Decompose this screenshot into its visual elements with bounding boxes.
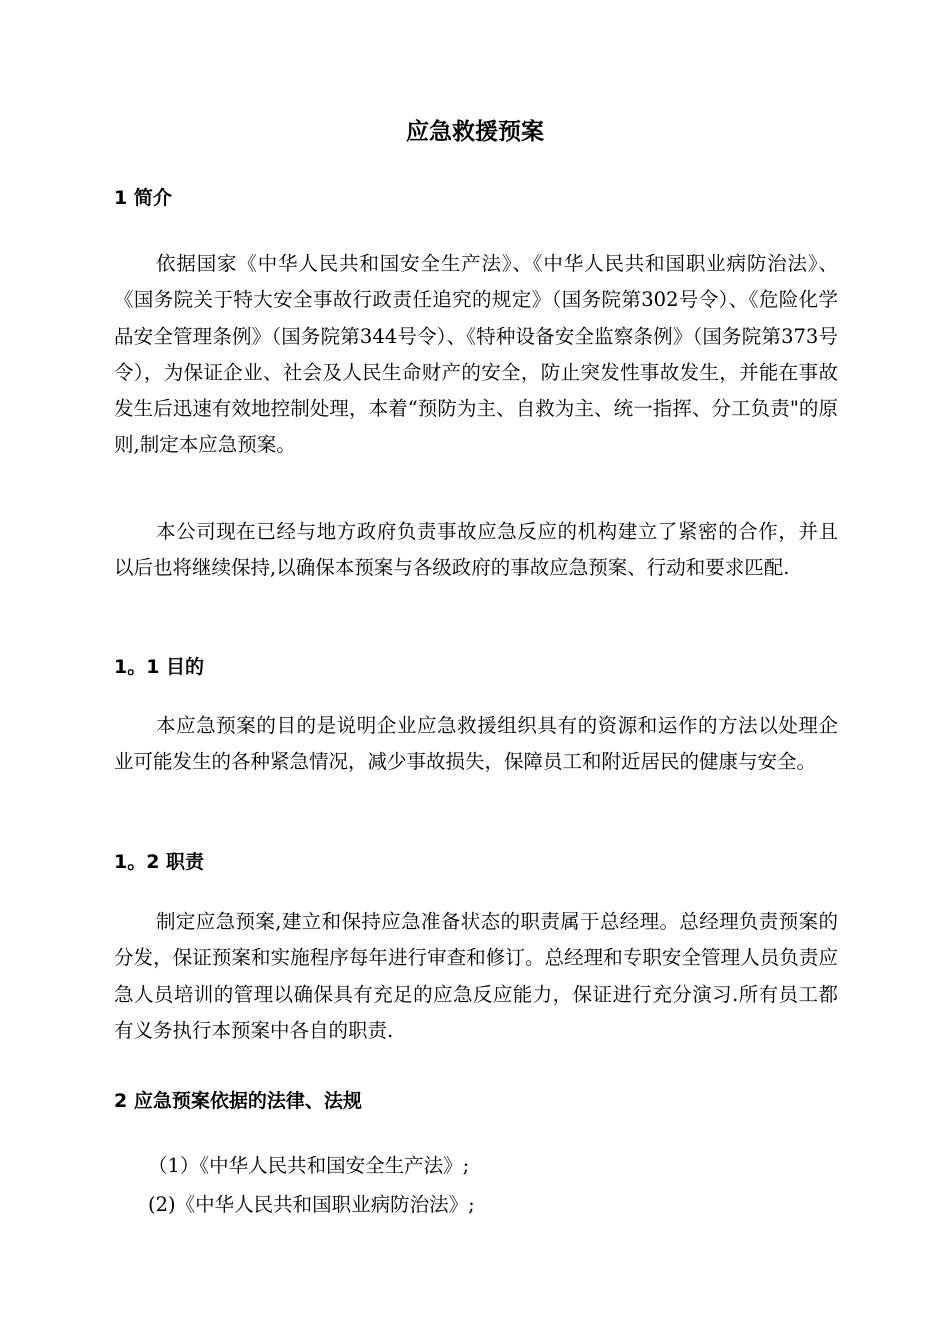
intro-paragraph-2: 本公司现在已经与地方政府负责事故应急反应的机构建立了紧密的合作，并且以后也将继续保持,以确保本预案与各级政府的事故应急预案、行动和要求匹配. (114, 520, 838, 580)
section-heading-purpose: 1。1 目的 (114, 656, 205, 678)
intro-paragraph-1: 依据国家《中华人民共和国安全生产法》、《中华人民共和国职业病防治法》、《国务院关于特大安全事故行政责任追究的规定》（国务院第302号令）、《危险化学品安全管理条例》（国务院第344号令）、《特种设备安全监察条例》（国务院第373号令），为保证企业、社会及人民生命财产的安全，防止突发性事故发生，并能在事故发生后迅速有效地控制处理，本着“预防为主、自救为主、统一指挥、分工负责"的原则,制定本应急预案。 (114, 252, 838, 457)
duties-paragraph: 制定应急预案,建立和保持应急准备状态的职责属于总经理。总经理负责预案的分发，保证预案和实施程序每年进行审查和修订。总经理和专职安全管理人员负责应急人员培训的管理以确保具有充足的应急反应能力，保证进行充分演习.所有员工都有义务执行本预案中各自的职责. (114, 910, 838, 1042)
section-heading-duties: 1。2 职责 (114, 851, 205, 873)
section-heading-laws: 2 应急预案依据的法律、法规 (114, 1090, 362, 1112)
purpose-paragraph: 本应急预案的目的是说明企业应急救援组织具有的资源和运作的方法以处理企业可能发生的各种紧急情况，减少事故损失，保障员工和附近居民的健康与安全。 (114, 714, 838, 774)
section-heading-intro: 1 简介 (114, 187, 172, 209)
law-list-item-2: (2)《中华人民共和国职业病防治法》; (148, 1193, 475, 1216)
law-list-item-1: （1）《中华人民共和国安全生产法》; (148, 1154, 470, 1177)
document-title: 应急救援预案 (406, 119, 544, 145)
